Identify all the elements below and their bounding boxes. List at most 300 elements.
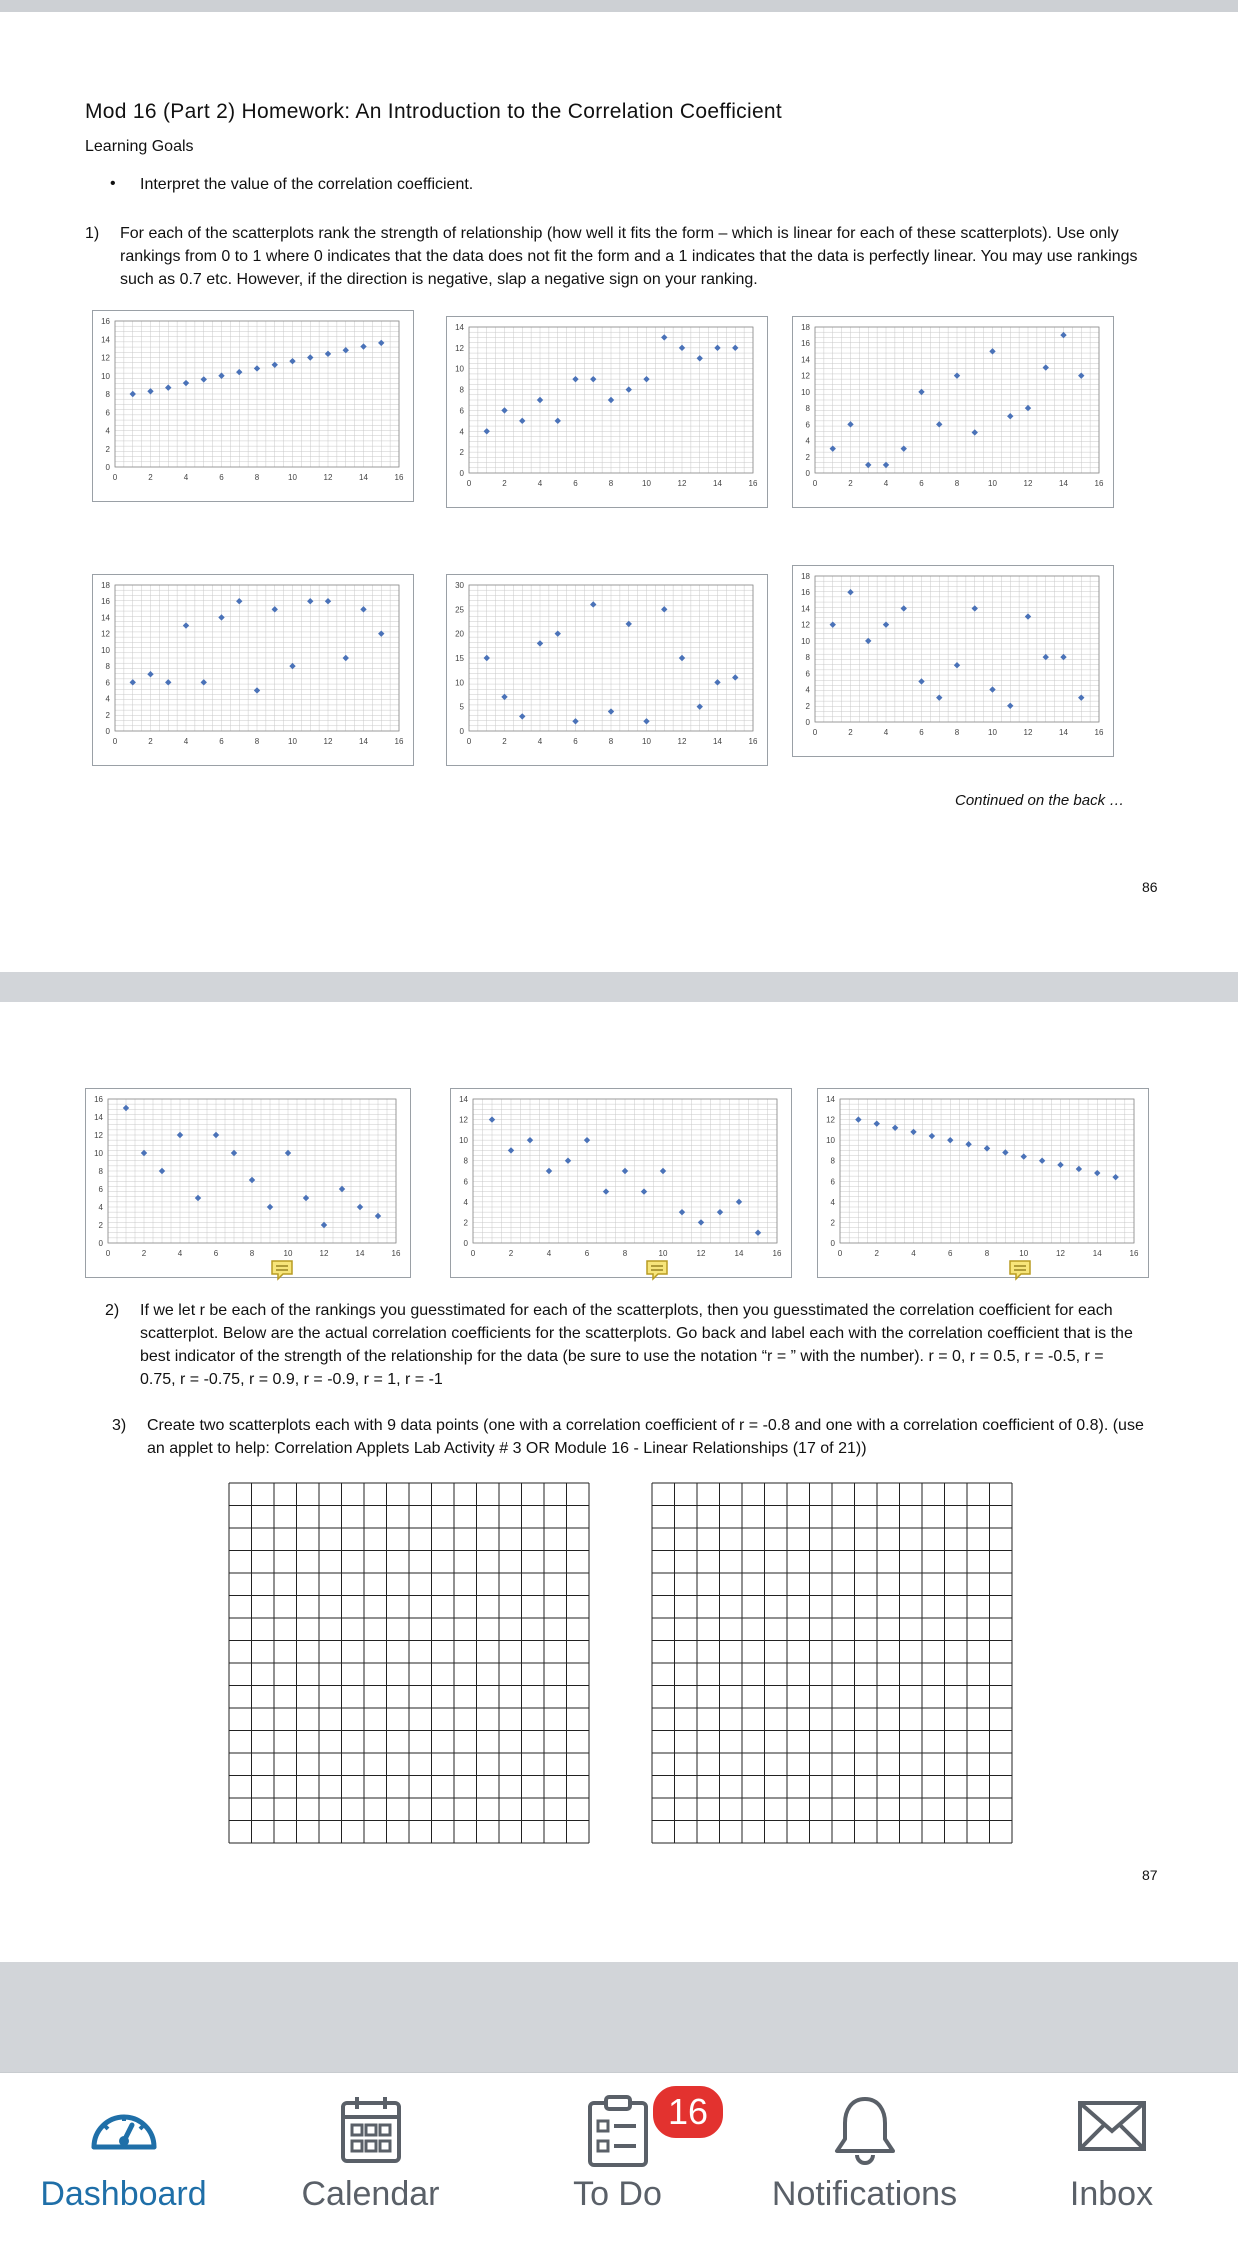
x-tick-label: 0 — [112, 737, 118, 746]
data-point — [236, 598, 242, 604]
data-point — [141, 1150, 147, 1156]
data-point — [537, 397, 543, 403]
data-point — [254, 365, 260, 371]
x-tick-label: 2 — [141, 1249, 147, 1258]
y-tick-label: 14 — [801, 355, 810, 365]
y-tick-label: 16 — [101, 597, 110, 607]
data-point — [936, 421, 942, 427]
data-point — [972, 429, 978, 435]
x-tick-label: 4 — [911, 1249, 916, 1258]
viewer-background — [0, 1962, 1238, 2072]
y-tick-label: 8 — [805, 653, 810, 663]
data-point — [608, 708, 614, 714]
y-tick-label: 8 — [105, 662, 110, 672]
y-tick-label: 0 — [105, 727, 110, 736]
x-tick-label: 16 — [1129, 1249, 1139, 1258]
scatterplot-4 — [92, 574, 414, 766]
y-tick-label: 6 — [105, 678, 110, 688]
data-point — [165, 384, 171, 390]
x-tick-label: 10 — [283, 1249, 293, 1258]
data-point — [289, 358, 295, 364]
x-tick-label: 2 — [502, 737, 507, 746]
x-tick-label: 14 — [713, 737, 722, 746]
y-tick-label: 12 — [455, 343, 464, 353]
data-point — [249, 1177, 255, 1183]
data-point — [201, 376, 207, 382]
data-point — [643, 376, 649, 382]
top-edge — [0, 0, 1238, 12]
data-point — [584, 1137, 590, 1143]
x-tick-label: 12 — [677, 479, 687, 488]
data-point — [679, 655, 685, 661]
y-tick-label: 12 — [801, 620, 810, 630]
x-tick-label: 14 — [355, 1249, 365, 1258]
y-tick-label: 10 — [826, 1136, 835, 1146]
x-tick-label: 8 — [954, 728, 960, 737]
data-point — [572, 718, 578, 724]
data-point — [714, 679, 720, 685]
y-tick-label: 2 — [463, 1218, 468, 1228]
question-2 — [105, 1299, 1140, 1391]
x-tick-label: 12 — [1056, 1249, 1065, 1258]
y-tick-label: 14 — [801, 604, 810, 614]
x-tick-label: 10 — [988, 728, 997, 737]
y-tick-label: 0 — [805, 469, 810, 478]
x-tick-label: 6 — [919, 728, 924, 737]
data-point — [1007, 703, 1013, 709]
x-tick-label: 4 — [537, 479, 543, 488]
y-tick-label: 2 — [459, 448, 464, 458]
x-tick-label: 0 — [466, 737, 472, 746]
dashboard-icon — [86, 2095, 162, 2155]
x-tick-label: 14 — [1059, 479, 1068, 488]
y-tick-label: 14 — [455, 323, 464, 332]
y-tick-label: 14 — [826, 1095, 835, 1104]
scatterplot-8 — [450, 1088, 792, 1278]
x-tick-label: 4 — [183, 473, 189, 482]
data-point — [901, 605, 907, 611]
data-point — [947, 1137, 953, 1143]
y-tick-label: 18 — [101, 581, 110, 590]
data-point — [989, 686, 995, 692]
x-tick-label: 2 — [508, 1249, 514, 1258]
x-tick-label: 0 — [812, 728, 818, 737]
data-point — [661, 606, 667, 612]
x-tick-label: 10 — [1019, 1249, 1029, 1258]
x-tick-label: 14 — [734, 1249, 744, 1258]
x-tick-label: 16 — [394, 737, 404, 746]
y-tick-label: 10 — [459, 1136, 468, 1146]
x-tick-label: 2 — [502, 479, 507, 488]
data-point — [603, 1188, 609, 1194]
x-tick-label: 16 — [1094, 728, 1104, 737]
data-point — [590, 601, 596, 607]
tab-notifications[interactable] — [741, 2073, 988, 2242]
data-point — [272, 606, 278, 612]
data-point — [1043, 364, 1049, 370]
data-point — [546, 1168, 552, 1174]
data-point — [321, 1222, 327, 1228]
y-tick-label: 0 — [98, 1239, 103, 1248]
y-tick-label: 8 — [98, 1167, 103, 1176]
y-tick-label: 25 — [455, 605, 464, 615]
y-tick-label: 6 — [830, 1177, 835, 1187]
tab-label: Notifications — [771, 2175, 958, 2213]
y-tick-label: 10 — [101, 645, 110, 655]
y-tick-label: 6 — [463, 1177, 468, 1187]
data-point — [641, 1188, 647, 1194]
y-tick-label: 4 — [105, 426, 110, 436]
data-point — [489, 1116, 495, 1122]
data-point — [1078, 372, 1084, 378]
y-tick-label: 6 — [98, 1185, 103, 1194]
y-tick-label: 0 — [463, 1239, 468, 1248]
x-tick-label: 4 — [183, 737, 189, 746]
data-point — [159, 1168, 165, 1174]
x-tick-label: 4 — [883, 728, 889, 737]
x-tick-label: 0 — [837, 1249, 843, 1258]
y-tick-label: 12 — [101, 629, 110, 639]
data-point — [307, 598, 313, 604]
y-tick-label: 6 — [459, 406, 464, 416]
y-tick-label: 18 — [801, 323, 810, 332]
scatterplot-2 — [446, 316, 768, 508]
x-tick-label: 8 — [954, 479, 960, 488]
question-1 — [85, 222, 1160, 291]
y-tick-label: 16 — [101, 317, 110, 326]
y-tick-label: 15 — [455, 654, 464, 663]
data-point — [590, 376, 596, 382]
question-text: If we let r be each of the rankings you guesstimated for each of the scatterplots, then you guesstimated the correlation coefficient for each scatterplot. Below are the actual correlation coefficients for the scatterplots. Go back and label each with the correlation coefficient that is the best indicator of the strength of the relationship for the data (be sure to use the notation “r = ” with the number). r = 0, r = 0.5, r = -0.5, r = 0.75, r = -0.75, r = 0.9, r = -0.9, r = 1, r = -1 — [140, 1302, 1133, 1388]
y-tick-label: 0 — [105, 463, 110, 472]
x-tick-label: 2 — [848, 728, 853, 737]
x-tick-label: 8 — [249, 1249, 255, 1258]
x-tick-label: 12 — [319, 1249, 329, 1258]
x-tick-label: 16 — [394, 473, 404, 482]
data-point — [1039, 1158, 1045, 1164]
scatterplot-7 — [85, 1088, 411, 1278]
x-tick-label: 14 — [1092, 1249, 1102, 1258]
tab-label: Dashboard — [40, 2175, 207, 2213]
x-tick-label: 6 — [948, 1249, 953, 1258]
y-tick-label: 6 — [805, 669, 810, 679]
scatterplot-6 — [792, 565, 1114, 757]
data-point — [1007, 413, 1013, 419]
y-tick-label: 2 — [105, 710, 110, 720]
data-point — [608, 397, 614, 403]
data-point — [325, 598, 331, 604]
data-point — [830, 621, 836, 627]
data-point — [1021, 1153, 1027, 1159]
data-point — [213, 1132, 219, 1138]
x-tick-label: 4 — [177, 1249, 183, 1258]
x-tick-label: 12 — [1023, 728, 1033, 737]
y-tick-label: 4 — [98, 1203, 103, 1212]
continued-note: Continued on the back … — [955, 792, 1125, 809]
data-point — [697, 703, 703, 709]
tab-dashboard[interactable] — [0, 2073, 247, 2242]
x-tick-label: 12 — [677, 737, 687, 746]
y-tick-label: 2 — [105, 444, 110, 454]
x-tick-label: 14 — [1059, 728, 1068, 737]
x-tick-label: 0 — [470, 1249, 476, 1258]
calendar-icon — [339, 2095, 403, 2165]
x-tick-label: 12 — [323, 737, 333, 746]
y-tick-label: 12 — [94, 1131, 103, 1140]
y-tick-label: 4 — [105, 694, 110, 704]
x-tick-label: 6 — [213, 1249, 219, 1258]
data-point — [360, 606, 366, 612]
tab-inbox[interactable] — [988, 2073, 1235, 2242]
x-tick-label: 2 — [148, 737, 153, 746]
y-tick-label: 2 — [98, 1221, 103, 1230]
y-tick-label: 10 — [101, 371, 110, 381]
x-tick-label: 10 — [988, 479, 997, 488]
x-tick-label: 4 — [537, 737, 543, 746]
y-tick-label: 18 — [801, 572, 810, 581]
data-point — [679, 1209, 685, 1215]
data-point — [989, 348, 995, 354]
y-tick-label: 10 — [94, 1149, 103, 1158]
x-tick-label: 8 — [984, 1249, 990, 1258]
data-point — [195, 1195, 201, 1201]
y-tick-label: 2 — [805, 701, 810, 711]
comment-note-icon[interactable] — [645, 1258, 669, 1282]
question-text: For each of the scatterplots rank the strength of relationship (how well it fits the form – which is linear for each of these scatterplots). Use only rankings from 0 to 1 where 0 indicates that the data does not fit the form and a 1 indicates that the data is perfectly linear. You may use rankings such as 0.7 etc. However, if the direction is negative, slap a negative sign on your ranking. — [120, 225, 1138, 288]
x-tick-label: 6 — [219, 737, 224, 746]
x-tick-label: 6 — [584, 1249, 590, 1258]
x-tick-label: 0 — [466, 479, 472, 488]
data-point — [622, 1168, 628, 1174]
data-point — [1112, 1174, 1118, 1180]
scatterplot-9 — [817, 1088, 1149, 1278]
page-title: Mod 16 (Part 2) Homework: An Introduction to the Correlation Coefficient — [85, 100, 783, 123]
x-tick-label: 16 — [1094, 479, 1104, 488]
data-point — [661, 334, 667, 340]
data-point — [343, 655, 349, 661]
y-tick-label: 6 — [105, 408, 110, 418]
data-point — [519, 713, 525, 719]
data-point — [537, 640, 543, 646]
page-number: 86 — [1142, 879, 1158, 895]
y-tick-label: 10 — [801, 387, 810, 397]
data-point — [130, 391, 136, 397]
data-point — [572, 376, 578, 382]
data-point — [303, 1195, 309, 1201]
blank-graph-grid-2[interactable] — [651, 1482, 1013, 1849]
tab-calendar[interactable] — [247, 2073, 494, 2242]
x-tick-label: 10 — [658, 1249, 668, 1258]
x-tick-label: 8 — [608, 479, 614, 488]
y-tick-label: 8 — [105, 390, 110, 399]
y-tick-label: 4 — [463, 1197, 468, 1207]
x-tick-label: 12 — [696, 1249, 706, 1258]
y-tick-label: 6 — [805, 420, 810, 430]
data-point — [626, 386, 632, 392]
scatterplot-5 — [446, 574, 768, 766]
data-point — [660, 1168, 666, 1174]
x-tick-label: 16 — [772, 1249, 782, 1258]
data-point — [555, 418, 561, 424]
data-point — [375, 1213, 381, 1219]
data-point — [231, 1150, 237, 1156]
data-point — [484, 428, 490, 434]
y-tick-label: 16 — [94, 1095, 103, 1104]
data-point — [218, 373, 224, 379]
data-point — [378, 340, 384, 346]
data-point — [679, 345, 685, 351]
question-number: 2) — [105, 1302, 120, 1319]
y-tick-label: 16 — [801, 339, 810, 349]
x-tick-label: 2 — [148, 473, 153, 482]
data-point — [1057, 1162, 1063, 1168]
data-point — [918, 678, 924, 684]
x-tick-label: 12 — [1023, 479, 1033, 488]
todo-count-badge: 16 — [650, 2083, 726, 2141]
data-point — [357, 1204, 363, 1210]
data-point — [929, 1133, 935, 1139]
y-tick-label: 4 — [805, 685, 810, 695]
y-tick-label: 0 — [830, 1239, 835, 1248]
x-tick-label: 10 — [642, 479, 651, 488]
x-tick-label: 10 — [642, 737, 651, 746]
data-point — [254, 687, 260, 693]
question-3 — [112, 1414, 1157, 1460]
data-point — [285, 1150, 291, 1156]
data-point — [307, 354, 313, 360]
data-point — [177, 1132, 183, 1138]
data-point — [123, 1105, 129, 1111]
document-page-86 — [0, 12, 1238, 972]
page-number: 87 — [1142, 1867, 1158, 1883]
data-point — [697, 355, 703, 361]
x-tick-label: 8 — [608, 737, 614, 746]
x-tick-label: 6 — [919, 479, 924, 488]
data-point — [325, 351, 331, 357]
x-tick-label: 16 — [748, 479, 758, 488]
data-point — [183, 380, 189, 386]
data-point — [714, 345, 720, 351]
y-tick-label: 20 — [455, 629, 464, 639]
data-point — [555, 630, 561, 636]
x-tick-label: 14 — [359, 473, 368, 482]
x-tick-label: 2 — [848, 479, 853, 488]
x-tick-label: 4 — [883, 479, 889, 488]
data-point — [130, 679, 136, 685]
data-point — [519, 418, 525, 424]
x-tick-label: 6 — [219, 473, 224, 482]
data-point — [1078, 694, 1084, 700]
y-tick-label: 4 — [830, 1197, 835, 1207]
y-tick-label: 0 — [459, 469, 464, 478]
data-point — [847, 421, 853, 427]
data-point — [847, 589, 853, 595]
y-tick-label: 14 — [459, 1095, 468, 1104]
y-tick-label: 16 — [801, 588, 810, 598]
y-tick-label: 14 — [94, 1113, 103, 1122]
tab-label: To Do — [573, 2175, 662, 2213]
data-point — [508, 1147, 514, 1153]
data-point — [830, 445, 836, 451]
data-point — [218, 614, 224, 620]
y-tick-label: 4 — [459, 427, 464, 437]
comment-note-icon[interactable] — [1008, 1258, 1032, 1282]
y-tick-label: 8 — [459, 385, 464, 395]
x-tick-label: 4 — [546, 1249, 552, 1258]
data-point — [972, 605, 978, 611]
y-tick-label: 10 — [455, 678, 464, 688]
y-tick-label: 5 — [459, 702, 464, 712]
data-point — [360, 343, 366, 349]
x-tick-label: 6 — [573, 737, 578, 746]
y-tick-label: 0 — [805, 718, 810, 727]
learning-goals-heading: Learning Goals — [85, 138, 194, 155]
data-point — [339, 1186, 345, 1192]
y-tick-label: 12 — [101, 353, 110, 363]
data-point — [732, 674, 738, 680]
data-point — [147, 671, 153, 677]
x-tick-label: 0 — [112, 473, 118, 482]
x-tick-label: 0 — [105, 1249, 111, 1258]
data-point — [201, 679, 207, 685]
bell-icon — [833, 2095, 897, 2165]
data-point — [755, 1230, 761, 1236]
data-point — [874, 1120, 880, 1126]
data-point — [484, 655, 490, 661]
x-tick-label: 14 — [713, 479, 722, 488]
todo-icon — [586, 2095, 650, 2167]
y-tick-label: 14 — [101, 335, 110, 345]
x-tick-label: 14 — [359, 737, 368, 746]
y-tick-label: 12 — [459, 1115, 468, 1125]
bottom-tab-bar — [0, 2072, 1238, 2242]
data-point — [643, 718, 649, 724]
y-tick-label: 4 — [805, 436, 810, 446]
comment-note-icon[interactable] — [270, 1258, 294, 1282]
y-tick-label: 10 — [801, 636, 810, 646]
data-point — [565, 1158, 571, 1164]
tab-label: Inbox — [1069, 2175, 1154, 2213]
data-point — [965, 1141, 971, 1147]
question-number: 3) — [112, 1417, 127, 1434]
data-point — [236, 369, 242, 375]
y-tick-label: 2 — [805, 452, 810, 462]
x-tick-label: 6 — [573, 479, 578, 488]
y-tick-label: 12 — [826, 1115, 835, 1125]
data-point — [501, 407, 507, 413]
y-tick-label: 8 — [830, 1156, 835, 1166]
data-point — [1025, 613, 1031, 619]
x-tick-label: 10 — [288, 473, 297, 482]
data-point — [736, 1199, 742, 1205]
x-tick-label: 8 — [254, 473, 260, 482]
x-tick-label: 8 — [254, 737, 260, 746]
blank-graph-grid-1[interactable] — [228, 1482, 590, 1849]
scatterplot-1 — [92, 310, 414, 502]
envelope-icon — [1076, 2095, 1148, 2155]
y-tick-label: 12 — [801, 371, 810, 381]
data-point — [954, 662, 960, 668]
x-tick-label: 12 — [323, 473, 333, 482]
question-text: Create two scatterplots each with 9 data points (one with a correlation coefficient of r = -0.8 and one with a correlation coefficient of 0.8). (use an applet to help: Correlation Applets Lab Activity # 3 OR Module 16 - Linear Relationships (17 of 21)) — [147, 1417, 1144, 1457]
data-point — [378, 630, 384, 636]
data-point — [183, 622, 189, 628]
data-point — [954, 372, 960, 378]
y-tick-label: 8 — [805, 404, 810, 414]
scatterplot-3 — [792, 316, 1114, 508]
data-point — [936, 694, 942, 700]
data-point — [883, 621, 889, 627]
